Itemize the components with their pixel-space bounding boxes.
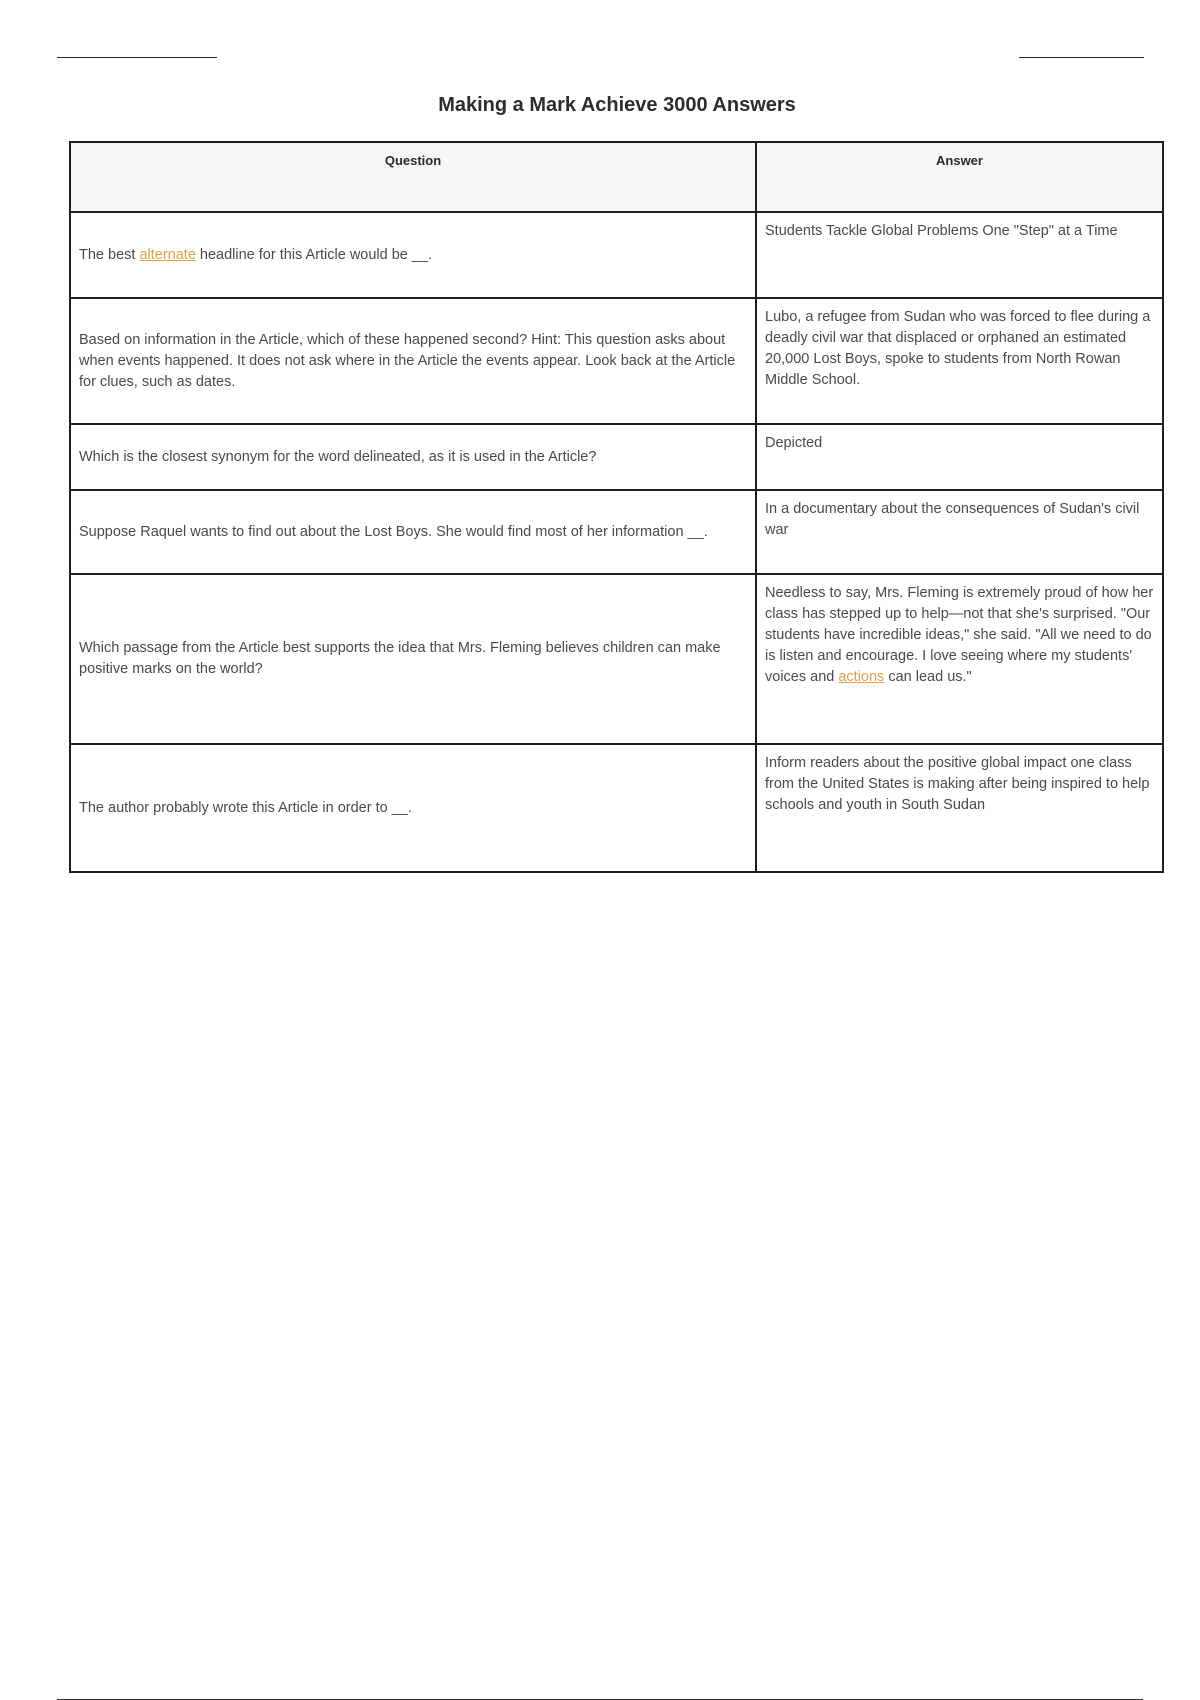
- answer-cell: Students Tackle Global Problems One "Step" at a Time: [756, 212, 1163, 298]
- answer-column-header: Answer: [756, 142, 1163, 212]
- table-row: [70, 574, 1163, 744]
- question-column-header: Question: [70, 142, 756, 212]
- qa-table: [69, 141, 1164, 873]
- question-cell: [70, 212, 756, 298]
- answer-text-start: Needless to say, Mrs. Fleming is extremely proud of how her class has stepped up to help—not that she's surprised. "Our students have incredible ideas," she said. "All we need to do is listen and encourage. I love seeing where my students' voices and: [765, 585, 1154, 685]
- question-text-start: The best: [79, 246, 140, 263]
- table-row: [70, 298, 1163, 424]
- top-right-rule: [1019, 57, 1144, 58]
- table-row: [70, 424, 1163, 490]
- answer-text-end: can lead us.": [884, 669, 972, 685]
- highlighted-word[interactable]: alternate: [139, 246, 196, 263]
- answer-cell: Inform readers about the positive global impact one class from the United States is making after being inspired to help schools and youth in South Sudan: [756, 744, 1163, 872]
- table-row: [70, 212, 1163, 298]
- question-cell: Which passage from the Article best supports the idea that Mrs. Fleming believes children can make positive marks on the world?: [70, 574, 756, 744]
- table-row: [70, 490, 1163, 574]
- answer-cell: [756, 574, 1163, 744]
- question-cell: Which is the closest synonym for the word delineated, as it is used in the Article?: [70, 424, 756, 490]
- table-row: [70, 744, 1163, 872]
- question-cell: The author probably wrote this Article in order to __.: [70, 744, 756, 872]
- question-text-end: headline for this Article would be __.: [195, 246, 433, 263]
- table-header-row: [70, 142, 1163, 212]
- highlighted-word[interactable]: actions: [838, 669, 885, 685]
- answer-cell: Lubo, a refugee from Sudan who was forced to flee during a deadly civil war that displaced or orphaned an estimated 20,000 Lost Boys, spoke to students from North Rowan Middle School.: [756, 298, 1163, 424]
- answer-cell: In a documentary about the consequences of Sudan's civil war: [756, 490, 1163, 574]
- question-cell: Based on information in the Article, which of these happened second? Hint: This question asks about when events happened. It does not ask where in the Article the events appear. Look back at the Article for clues, such as dates.: [70, 298, 756, 424]
- answer-cell: Depicted: [756, 424, 1163, 490]
- page-title: Making a Mark Achieve 3000 Answers: [438, 94, 796, 116]
- top-left-rule: [57, 57, 217, 58]
- question-cell: Suppose Raquel wants to find out about the Lost Boys. She would find most of her information __.: [70, 490, 756, 574]
